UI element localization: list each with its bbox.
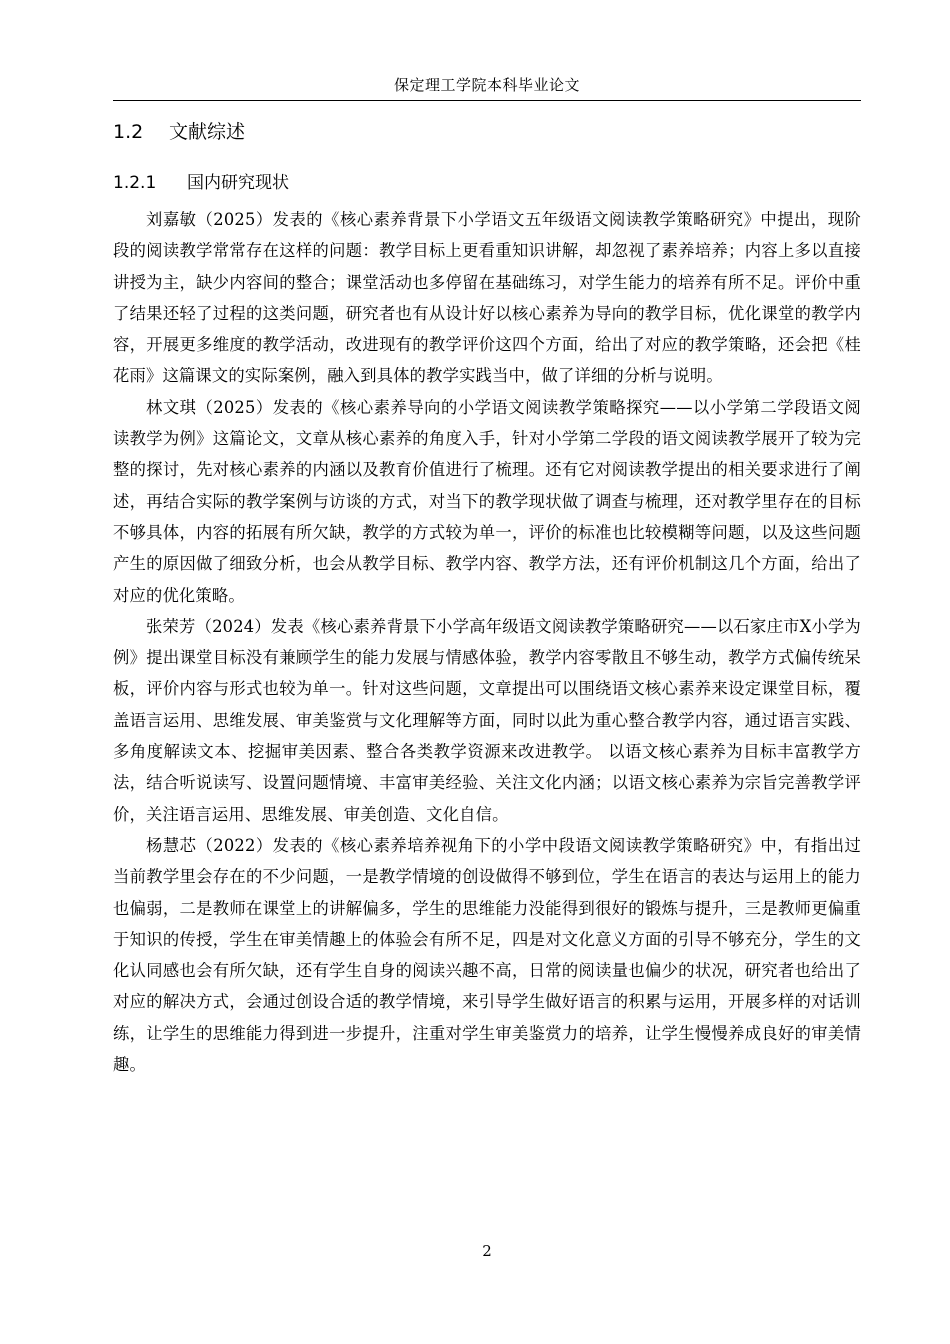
section-heading xyxy=(113,118,245,146)
header-title: 保定理工学院本科毕业论文 xyxy=(393,76,580,94)
page-number-text: 2 xyxy=(482,1242,492,1260)
paragraph-zhang: 张荣芳（2024）发表《核心素养背景下小学高年级语文阅读教学策略研究——以石家庄市X小学为例》提出课堂目标没有兼顾学生的能力发展与情感体验，教学内容零散且不够生动，教学方式偏传统呆板，评价内容与形式也较为单一。针对这些问题，文章提出可以围绕语文核心素养来设定课堂目标，覆盖语言运用、思维发展、审美鉴赏与文化理解等方面，同时以此为重心整合教学内容，通过语言实践、多角度解读文本、挖掘审美因素、整合各类教学资源来改进教学。 以语文核心素养为目标丰富教学方法，结合听说读写、设置问题情境、丰富审美经验、关注文化内涵；以语文核心素养为宗旨完善教学评价，关注语言运用、思维发展、审美创造、文化自信。 xyxy=(113,616,861,824)
section-title: 文献综述 xyxy=(169,121,246,143)
header-divider xyxy=(113,100,861,101)
subsection-number: 1.2.1 xyxy=(113,173,157,193)
section-number: 1.2 xyxy=(113,121,144,143)
paragraph-lin: 林文琪（2025）发表的《核心素养导向的小学语文阅读教学策略探究——以小学第二学段语文阅读教学为例》这篇论文，文章从核心素养的角度入手，针对小学第二学段的语文阅读教学展开了较为完整的探讨，先对核心素养的内涵以及教育价值进行了梳理。还有它对阅读教学提出的相关要求进行了阐述，再结合实际的教学案例与访谈的方式，对当下的教学现状做了调查与梳理，还对教学里存在的目标不够具体，内容的拓展有所欠缺，教学的方式较为单一，评价的标准也比较模糊等问题，以及这些问题产生的原因做了细致分析，也会从教学目标、教学内容、教学方法，还有评价机制这几个方面，给出了对应的优化策略。 xyxy=(113,397,861,605)
page-number xyxy=(113,1240,861,1262)
subsection-heading xyxy=(113,170,289,196)
subsection-title: 国内研究现状 xyxy=(187,173,289,193)
body-text xyxy=(113,204,861,1080)
paragraph-yang: 杨慧芯（2022）发表的《核心素养培养视角下的小学中段语文阅读教学策略研究》中，有指出过当前教学里会存在的不少问题，一是教学情境的创设做得不够到位，学生在语言的表达与运用上的能力也偏弱，二是教师在课堂上的讲解偏多，学生的思维能力没能得到很好的锻炼与提升，三是教师更偏重于知识的传授，学生在审美情趣上的体验会有所不足，四是对文化意义方面的引导不够充分，学生的文化认同感也会有所欠缺，还有学生自身的阅读兴趣不高，日常的阅读量也偏少的状况，研究者也给出了对应的解决方式，会通过创设合适的教学情境，来引导学生做好语言的积累与运用，开展多样的对话训练，让学生的思维能力得到进一步提升，注重对学生审美鉴赏力的培养，让学生慢慢养成良好的审美情趣。 xyxy=(113,835,861,1075)
paragraph-liu: 刘嘉敏（2025）发表的《核心素养背景下小学语文五年级语文阅读教学策略研究》中提出，现阶段的阅读教学常常存在这样的问题：教学目标上更看重知识讲解，却忽视了素养培养；内容上多以直接讲授为主，缺少内容间的整合；课堂活动也多停留在基础练习，对学生能力的培养有所不足。评价中重了结果还轻了过程的这类问题，研究者也有从设计好以核心素养为导向的教学目标，优化课堂的教学内容，开展更多维度的教学活动，改进现有的教学评价这四个方面，给出了对应的教学策略，还会把《桂花雨》这篇课文的实际案例，融入到具体的教学实践当中，做了详细的分析与说明。 xyxy=(113,210,861,386)
page-header xyxy=(113,72,861,98)
